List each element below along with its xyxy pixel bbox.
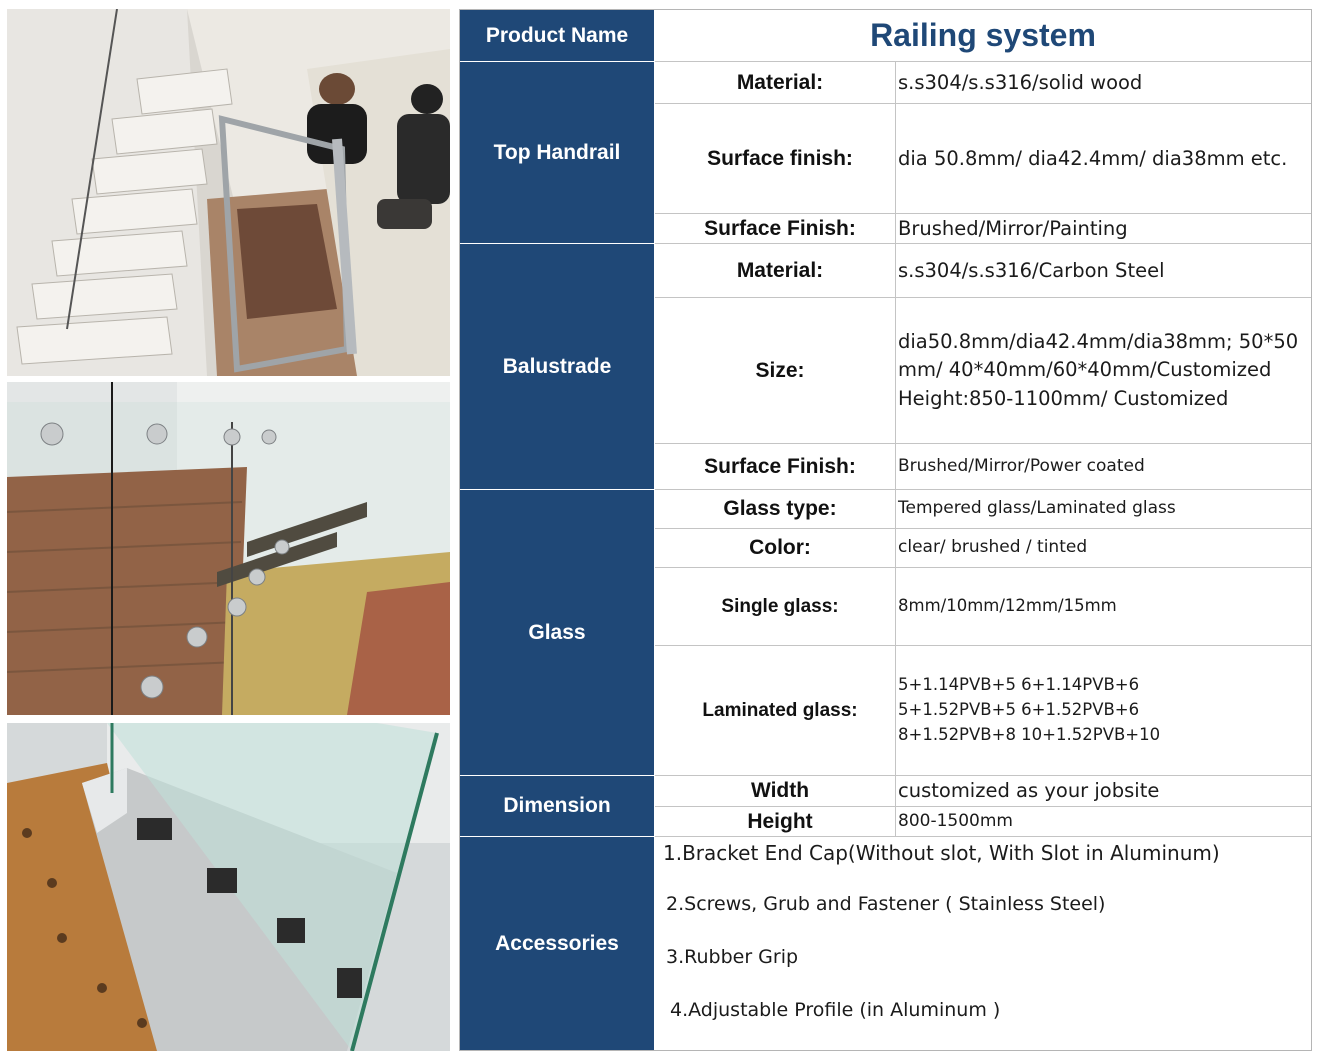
attr-glass-color: Color:	[655, 529, 896, 568]
accessory-item: 3.Rubber Grip	[666, 946, 799, 968]
value-balustrade-material: s.s304/s.s316/Carbon Steel	[896, 244, 1311, 298]
accessory-item: 2.Screws, Grub and Fastener ( Stainless Steel)	[666, 893, 1106, 915]
photo-glass-base-channel	[7, 723, 450, 1051]
section-label-balustrade: Balustrade	[460, 244, 654, 490]
attr-glass-type: Glass type:	[655, 490, 896, 529]
value-width: customized as your jobsite	[896, 776, 1311, 807]
value-height: 800-1500mm	[896, 807, 1311, 837]
value-single-glass: 8mm/10mm/12mm/15mm	[896, 568, 1311, 646]
attr-single-glass: Single glass:	[655, 568, 896, 646]
accessory-item: 4.Adjustable Profile (in Aluminum )	[670, 999, 1001, 1021]
value-balustrade-finish: Brushed/Mirror/Power coated	[896, 444, 1311, 490]
attr-height: Height	[655, 807, 896, 837]
section-label-top-handrail: Top Handrail	[460, 62, 654, 244]
attr-balustrade-material: Material:	[655, 244, 896, 298]
value-balustrade-size: dia50.8mm/dia42.4mm/dia38mm; 50*50 mm/ 40*40mm/60*40mm/Customized Height:850-1100mm/ Customized	[896, 298, 1311, 444]
value-handrail-material: s.s304/s.s316/solid wood	[896, 62, 1311, 104]
attr-balustrade-size: Size:	[655, 298, 896, 444]
attr-width: Width	[655, 776, 896, 807]
section-label-dimension: Dimension	[460, 776, 654, 837]
attr-balustrade-finish: Surface Finish:	[655, 444, 896, 490]
section-label-accessories: Accessories	[460, 837, 654, 1050]
attr-laminated-glass: Laminated glass:	[655, 646, 896, 776]
photo-installation-staircase	[7, 9, 450, 376]
attr-handrail-finish: Surface Finish:	[655, 214, 896, 244]
attr-handrail-surface-finish: Surface finish:	[655, 104, 896, 214]
value-handrail-finish: Brushed/Mirror/Painting	[896, 214, 1311, 244]
value-glass-color: clear/ brushed / tinted	[896, 529, 1311, 568]
value-laminated-glass: 5+1.14PVB+5 6+1.14PVB+6 5+1.52PVB+5 6+1.52PVB+6 8+1.52PVB+8 10+1.52PVB+10	[896, 646, 1311, 776]
value-handrail-diameters: dia 50.8mm/ dia42.4mm/ dia38mm etc.	[896, 104, 1311, 214]
attr-handrail-material: Material:	[655, 62, 896, 104]
page-title: Railing system	[655, 10, 1311, 62]
value-glass-type: Tempered glass/Laminated glass	[896, 490, 1311, 529]
photo-glass-balustrade-stairs	[7, 382, 450, 715]
accessory-item: 1.Bracket End Cap(Without slot, With Slot in Aluminum)	[663, 841, 1220, 865]
section-label-glass: Glass	[460, 490, 654, 776]
product-name-label: Product Name	[460, 10, 654, 62]
